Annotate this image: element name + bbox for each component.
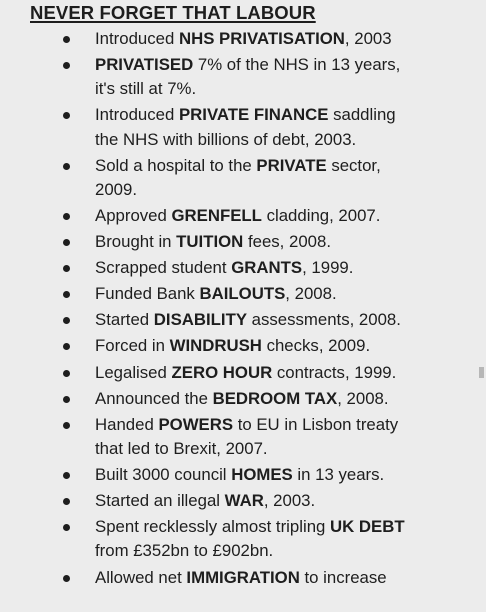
list-item (0, 282, 486, 306)
bullet-icon (63, 472, 70, 479)
item-text: from £352bn to £902bn. (95, 541, 274, 561)
item-text: Brought in (95, 232, 177, 252)
bullet-icon (63, 498, 70, 505)
list-item (0, 53, 486, 101)
item-text: contracts, 1999. (272, 362, 397, 382)
item-text: Started (95, 310, 154, 330)
emphasis-text: TUITION (176, 232, 244, 252)
bullet-icon (63, 163, 70, 170)
bullet-list (0, 27, 486, 592)
bullet-icon (63, 213, 70, 220)
list-item (0, 334, 486, 358)
bullet-icon (63, 62, 70, 69)
emphasis-text: PRIVATE FINANCE (178, 105, 329, 125)
item-text: assessments, 2008. (247, 310, 401, 330)
list-item (0, 256, 486, 280)
bullet-icon (63, 396, 70, 403)
item-text: Funded Bank (95, 284, 200, 304)
item-text: to increase (299, 567, 387, 587)
list-item (0, 413, 486, 461)
list-item (0, 515, 486, 563)
list-item (0, 154, 486, 202)
item-text: 7% of the NHS in 13 years, (193, 55, 401, 75)
item-text: Allowed net (95, 567, 187, 587)
bullet-icon (63, 343, 70, 350)
item-text: cladding, 2007. (261, 205, 381, 225)
list-item (0, 204, 486, 228)
emphasis-text: ZERO HOUR (171, 362, 273, 382)
item-text: saddling (328, 105, 396, 125)
item-text: Started an illegal (95, 491, 225, 511)
emphasis-text: BEDROOM TAX (212, 388, 338, 408)
item-text: Built 3000 council (95, 465, 232, 485)
item-text: sector, (326, 155, 381, 175)
list-item (0, 463, 486, 487)
bullet-icon (63, 317, 70, 324)
list-item (0, 230, 486, 254)
item-text: , 2008. (285, 284, 337, 304)
emphasis-text: PRIVATE (256, 155, 327, 175)
emphasis-text: NHS PRIVATISATION (178, 29, 345, 48)
bullet-icon (63, 291, 70, 298)
list-item (0, 27, 486, 51)
page-title: NEVER FORGET THAT LABOUR (30, 2, 316, 23)
emphasis-text: POWERS (158, 414, 234, 434)
item-text: Forced in (95, 336, 170, 356)
item-text: Announced the (95, 388, 213, 408)
item-text: Spent recklessly almost tripling (95, 517, 331, 537)
list-item (0, 566, 486, 590)
emphasis-text: WINDRUSH (169, 336, 262, 356)
item-text: , 2003 (344, 29, 392, 48)
emphasis-text: IMMIGRATION (186, 567, 300, 587)
emphasis-text: DISABILITY (153, 310, 248, 330)
emphasis-text: PRIVATISED (95, 55, 194, 75)
bullet-icon (63, 265, 70, 272)
list-item (0, 489, 486, 513)
item-text: in 13 years. (292, 465, 385, 485)
item-text: the NHS with billions of debt, 2003. (95, 129, 357, 149)
emphasis-text: BAILOUTS (199, 284, 286, 304)
emphasis-text: UK DEBT (330, 517, 405, 537)
item-text: Handed (95, 414, 159, 434)
item-text: 2009. (95, 179, 137, 199)
item-text: to EU in Lisbon treaty (233, 414, 399, 434)
emphasis-text: WAR (224, 491, 264, 511)
item-text: Introduced (95, 105, 179, 125)
item-text: fees, 2008. (243, 232, 331, 252)
item-text: that led to Brexit, 2007. (95, 438, 268, 458)
item-text: , 2003. (263, 491, 316, 511)
item-text: checks, 2009. (261, 336, 371, 356)
list-item (0, 361, 486, 385)
item-text: Approved (95, 205, 172, 225)
bullet-icon (63, 239, 70, 246)
item-text: it's still at 7%. (95, 79, 197, 99)
list-item (0, 103, 486, 151)
list-item (0, 387, 486, 411)
bullet-icon (63, 370, 70, 377)
bullet-icon (63, 422, 70, 429)
bullet-icon (63, 36, 70, 43)
bullet-icon (63, 575, 70, 582)
emphasis-text: HOMES (231, 465, 293, 485)
bullet-icon (63, 524, 70, 531)
item-text: , 1999. (302, 258, 354, 278)
item-text: Sold a hospital to the (95, 155, 257, 175)
emphasis-text: GRANTS (231, 258, 303, 278)
emphasis-text: GRENFELL (171, 205, 262, 225)
scroll-indicator-icon[interactable] (479, 367, 484, 378)
item-text: Scrapped student (95, 258, 232, 278)
item-text: Introduced (95, 29, 179, 48)
list-item (0, 308, 486, 332)
bullet-icon (63, 112, 70, 119)
item-text: , 2008. (337, 388, 389, 408)
item-text: Legalised (95, 362, 172, 382)
